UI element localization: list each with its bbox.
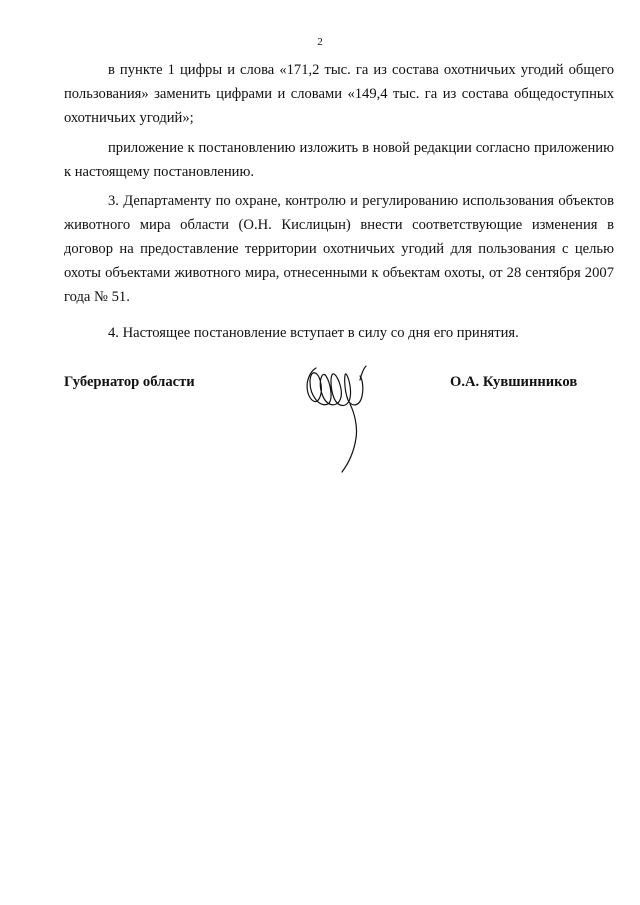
page-number: 2 [317,36,323,48]
paragraph-effective-date: 4. Настоящее постановление вступает в силу со дня его принятия. [108,325,519,341]
paragraph-department-instruction: 3. Департаменту по охране, контролю и регулированию использования объектов животного мира области (О.Н. Кислицын) внести соответствующие изменения в договор на предоставление территории охотничьих угодий для пользования с целью охоты объектами животного мира, отнесенными к объектам охоты, от 28 сентября 2007 года № 51. [64,193,614,305]
paragraph-appendix: приложение к постановлению изложить в новой редакции согласно приложению к настоящему постановлению. [64,140,614,180]
paragraph-amendment-area: в пункте 1 цифры и слова «171,2 тыс. га из состава охотничьих угодий общего пользования» заменить цифрами и словами «149,4 тыс. га из состава общедоступных охотничьих угодий»; [64,62,614,126]
signatory-title: Губернатор области [64,374,195,390]
signatory-name: О.А. Кувшинников [450,374,578,390]
handwritten-signature [302,356,382,476]
